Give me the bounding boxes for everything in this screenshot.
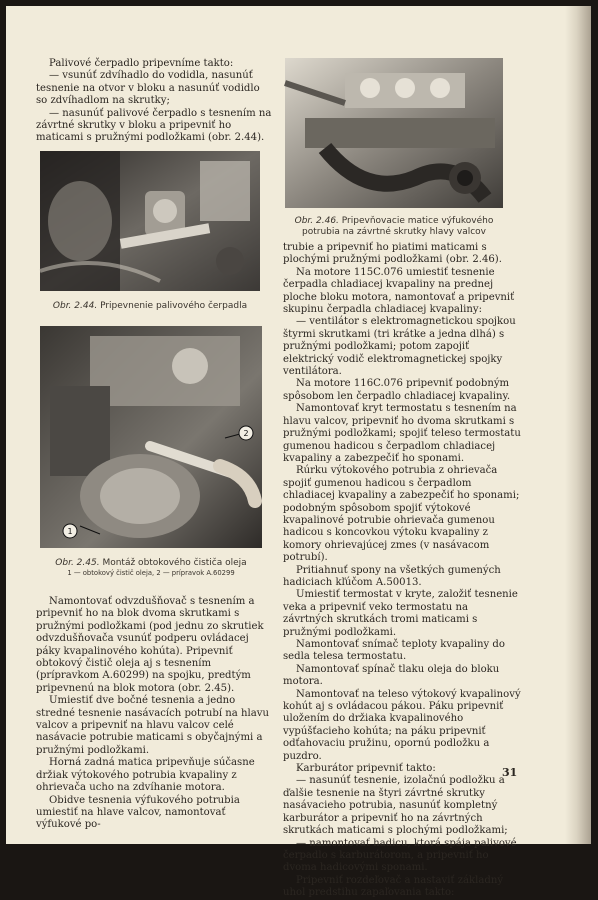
figure-2-45-title: Montáž obtokového čističa oleja <box>102 558 247 568</box>
paragraph: Palivové čerpadlo pripevníme takto: <box>49 58 234 69</box>
paragraph: Umiestiť dve bočné tesnenia a jedno stredné tesnenie nasávacích potrubí na hlavu valcov a pripevniť na hlavu valcov celé nasávacie potrubie maticami s obyčajnými a pružnými podložkami. <box>36 695 269 756</box>
paragraph: — ventilátor s elektromagnetickou spojkou štyrmi skrutkami (tri krátke a jedna dlhá) s pružnými podložkami; potom zapojiť elektrický vodič elektromagnetickej spojky ventilátora. <box>283 316 516 378</box>
paragraph: Rúrku výtokového potrubia z ohrievača spojiť gumenou hadicou s čerpadlom chladiacej kvapaliny a zabezpečiť ho sponami; podobným spôsobom spojiť výtokové kvapalinové potrubie ohrievača gumenou hadicou s koncovkou výtoku kvapaliny z komory ohrievajúcej zmes (v nasávacom potrubí). <box>283 465 520 564</box>
figure-2-45-legend: 1 — obtokový čistič oleja, 2 — prípravok A.60299 <box>67 569 235 577</box>
paragraph: Namontovať odvzdušňovač s tesnením a pripevniť ho na blok dvoma skrutkami s pružnými podložkami (pod jednu zo skrutiek odvzdušňovača vsunúť podperu ovládacej páky kvapalinového kohúta). Pripevniť obtokový čistič oleja aj s tesnením (prípravkom A.60299) na spojku, predtým pripevnenú na blok motora (obr. 2.45). <box>36 596 264 694</box>
figure-2-45-marker-2: 2 <box>243 429 249 438</box>
oil-filter-photo-illustration <box>40 326 262 548</box>
paragraph: trubie a pripevniť ho piatimi maticami s plochými pružnými podložkami (obr. 2.46). <box>283 242 502 266</box>
figure-2-44-title: Pripevnenie palivového čerpadla <box>100 301 248 311</box>
figure-2-46-number: Obr. 2.46. <box>294 216 339 226</box>
right-column-text <box>283 242 521 900</box>
paragraph: Namontovať spínač tlaku oleja do bloku motora. <box>283 663 500 688</box>
figure-2-46-photo <box>285 58 503 208</box>
paragraph: Namontovať snímač teploty kvapaliny do sedla telesa termostatu. <box>283 639 505 663</box>
left-bottom-text <box>36 596 272 832</box>
paragraph: Na motore 115C.076 umiestiť tesnenie čerpadla chladiacej kvapaliny na prednej ploche bloku motora, namontovať a pripevniť skupinu čerpadla chladiacej kvapaliny: <box>283 266 515 316</box>
left-top-text <box>36 58 272 145</box>
figure-2-45-photo <box>40 326 262 548</box>
paragraph: Na motore 116C.076 pripevniť podobným spôsobom len čerpadlo chladiacej kvapaliny. <box>283 378 511 402</box>
paragraph: — nasunúť tesnenie, izolačnú podložku a ďalšie tesnenie na štyri závrtné skrutky nasávacieho potrubia, nasunúť kompletný karburátor a pripevniť ho na závrtných skrutkách maticami s plochými podložkami; <box>283 775 508 837</box>
paragraph: — vsunúť zdvíhadlo do vodidla, nasunúť tesnenie na otvor v bloku a nasunúť vodidlo so zdvíhadlom na skrutky; <box>36 70 260 107</box>
paragraph: Namontovať na teleso výtokový kvapalinový kohút aj s ovládacou pákou. Páku pripevniť uložením do držiaka kvapalinového vypúšťacieho kohúta; na páku pripevniť odťahovaciu pružinu, opornú podložku a puzdro. <box>283 688 521 762</box>
figure-2-45-caption <box>40 558 262 578</box>
paragraph: Namontovať kryt termostatu s tesnením na hlavu valcov, pripevniť ho dvoma skrutkami s pružnými podložkami; spojiť teleso termostatu gumenou hadicou s čerpadlom chladiacej kvapaliny a zabezpečiť ho sponami. <box>283 403 521 464</box>
book-spine-shadow <box>565 6 591 844</box>
figure-2-45-marker-1: 1 <box>67 527 73 536</box>
page-number: 31 <box>502 766 518 779</box>
paragraph: — namontovať hadicu, ktorá spája palivové čerpadlo s karburátorom, a pripevniť ho dvoma hadicovými sponami. <box>283 837 517 874</box>
figure-2-45-number: Obr. 2.45. <box>55 558 100 568</box>
exhaust-manifold-photo-illustration <box>285 58 503 208</box>
book-page <box>6 6 591 899</box>
paragraph: — nasunúť palivové čerpadlo s tesnením na závrtné skrutky v bloku a pripevniť ho maticami s pružnými podložkami (obr. 2.44). <box>36 107 272 144</box>
paragraph: Pripevniť rozdeľovač a nastaviť základný uhol predstihu zapaľovania takto: <box>283 874 504 899</box>
fuel-pump-photo-illustration <box>40 151 260 291</box>
paragraph: Karburátor pripevniť takto: <box>296 763 436 775</box>
figure-2-44-caption <box>40 301 260 312</box>
paragraph: Pritiahnuť spony na všetkých gumených hadiciach kľúčom A.50013. <box>283 564 501 588</box>
figure-2-44-photo <box>40 151 260 291</box>
paragraph: Horná zadná matica pripevňuje súčasne držiak výtokového potrubia kvapaliny z ohrievača ucho na zdvíhanie motora. <box>36 757 255 794</box>
paragraph: Umiestiť termostat v kryte, založiť tesnenie veka a pripevniť veko termostatu na závrtných skrutkách tromi maticami s pružnými podložkami. <box>283 589 518 638</box>
figure-2-46-caption <box>285 216 503 238</box>
figure-2-46-title: Pripevňovacie matice výfukového potrubia na závrtné skrutky hlavy valcov <box>302 216 494 237</box>
paragraph: Obidve tesnenia výfukového potrubia umiestiť na hlave valcov, namontovať výfukové po- <box>36 794 240 831</box>
figure-2-44-number: Obr. 2.44. <box>52 301 98 311</box>
